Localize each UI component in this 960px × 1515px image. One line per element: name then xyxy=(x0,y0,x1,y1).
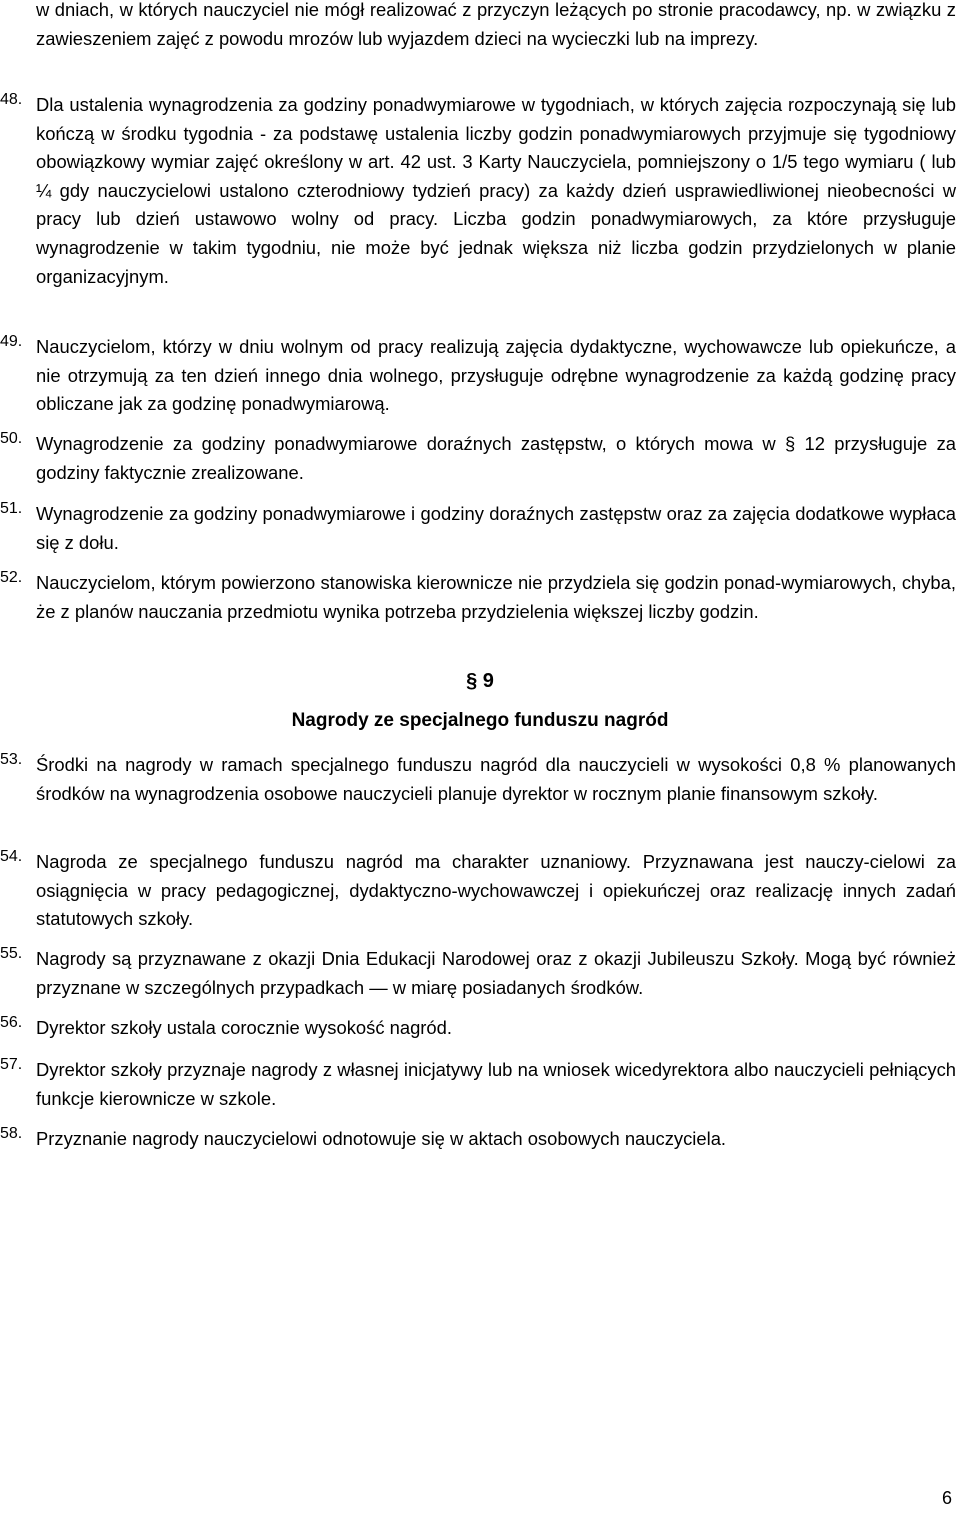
page-number: 6 xyxy=(941,1488,952,1508)
paragraph-continuation: w dniach, w których nauczyciel nie mógł realizować z przyczyn leżących po stronie pracodawcy, np. w związku z zawieszeniem zajęć z powodu mrozów lub wyjazdem dzieci na wycieczki lub na imprezy. xyxy=(36,0,956,49)
paragraph-number: 58. xyxy=(0,1125,23,1142)
paragraph-number: 50. xyxy=(0,430,23,447)
paragraph-51: Wynagrodzenie za godziny ponadwymiarowe i godziny doraźnych zastępstw oraz za zajęcia dodatkowe wypłaca się z dołu. xyxy=(36,503,956,553)
paragraph-58: Przyznanie nagrody nauczycielowi odnotowuje się w aktach osobowych nauczyciela. xyxy=(36,1128,727,1149)
section-title: Nagrody ze specjalnego funduszu nagród xyxy=(291,710,669,731)
section-mark: § 9 xyxy=(466,670,494,692)
paragraph-number: 55. xyxy=(0,945,23,962)
paragraph-number: 49. xyxy=(0,333,23,350)
paragraph-49: Nauczycielom, którzy w dniu wolnym od pracy realizują zajęcia dydaktyczne, wychowawcze lub opiekuńcze, a nie otrzymują za ten dzień innego dnia wolnego, przysługuje odrębne wynagrodzenie za każdą godzinę pracy obliczane jak za godzinę ponadwymiarową. xyxy=(36,336,956,415)
paragraph-number: 52. xyxy=(0,569,23,586)
paragraph-number: 57. xyxy=(0,1056,23,1073)
paragraph-number: 51. xyxy=(0,500,23,517)
paragraph-56: Dyrektor szkoły ustala corocznie wysokość nagród. xyxy=(36,1017,452,1038)
paragraph-48: Dla ustalenia wynagrodzenia za godziny ponadwymiarowe w tygodniach, w których zajęcia rozpoczynają się lub kończą w środku tygodnia - za podstawę ustalenia liczby godzin ponadwymiarowych przyjmuje się tygodniowy obowiązkowy wymiar zajęć określony w art. 42 ust. 3 Karty Nauczyciela, pomniejszony o 1/5 tego wymiaru ( lub ¼ gdy nauczycielowi ustalono czterodniowy tydzień pracy) za każdy dzień usprawiedliwionej nieobecności w pracy lub dzień ustawowo wolny od pracy. Liczba godzin ponadwymiarowych, za które przysługuje wynagrodzenie w takim tygodniu, nie może być jednak większa niż liczba godzin przydzielonych w planie organizacyjnym. xyxy=(36,94,956,287)
paragraph-52: Nauczycielom, którym powierzono stanowiska kierownicze nie przydziela się godzin ponad-wymiarowych, chyba, że z planów nauczania przedmiotu wynika potrzeba przydzielenia większej liczby godzin. xyxy=(36,572,956,622)
paragraph-number: 56. xyxy=(0,1014,23,1031)
paragraph-54: Nagroda ze specjalnego funduszu nagród ma charakter uznaniowy. Przyznawana jest nauczy-cielowi za osiągnięcia w pracy pedagogicznej, dydaktyczno-wychowawczej i opiekuńczej oraz realizację innych zadań statutowych szkoły. xyxy=(36,851,956,930)
paragraph-50: Wynagrodzenie za godziny ponadwymiarowe doraźnych zastępstw, o których mowa w § 12 przysługuje za godziny faktycznie zrealizowane. xyxy=(36,433,956,483)
paragraph-53: Środki na nagrody w ramach specjalnego funduszu nagród dla nauczycieli w wysokości 0,8 % planowanych środków na wynagrodzenia osobowe nauczycieli planuje dyrektor w rocznym planie finansowym szkoły. xyxy=(36,754,956,804)
paragraph-number: 54. xyxy=(0,848,23,865)
paragraph-55: Nagrody są przyznawane z okazji Dnia Edukacji Narodowej oraz z okazji Jubileuszu Szkoły. Mogą być również przyznane w szczególnych przypadkach — w miarę posiadanych środków. xyxy=(36,948,956,998)
paragraph-57: Dyrektor szkoły przyznaje nagrody z własnej inicjatywy lub na wniosek wicedyrektora albo nauczycieli pełniących funkcje kierownicze w szkole. xyxy=(36,1059,956,1109)
paragraph-number: 53. xyxy=(0,751,23,768)
paragraph-number: 48. xyxy=(0,91,23,108)
